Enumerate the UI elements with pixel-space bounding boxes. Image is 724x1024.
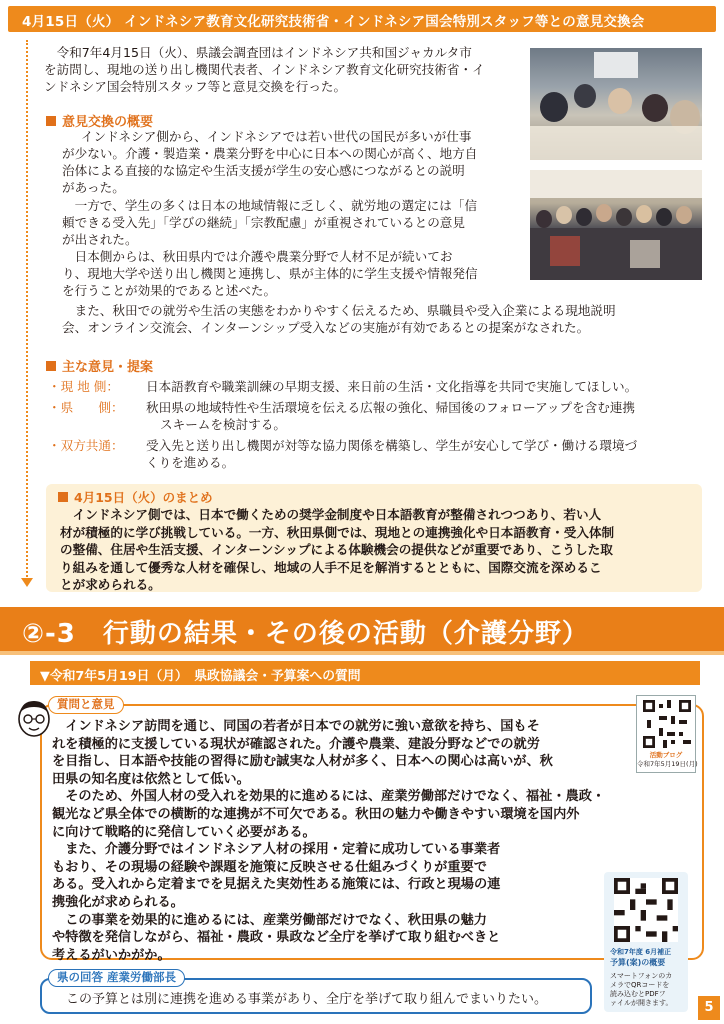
overview-block-3: 日本側からは、秋田県内では介護や農業分野で人材不足が続いてお り、現地大学や送り出し機関と連携し、県が主体的に学生支援や情報発信 を行うことが効果的であると述べた。: [62, 249, 478, 298]
square-bullet-icon: [46, 116, 56, 126]
overview-block-2: 一方で、学生の多くは日本の地域情報に乏しく、就労地の選定には「信 頼できる受入先」「学びの継続」「宗教配慮」が重視されているとの意見 が出された。: [62, 198, 478, 247]
overview-block-4: また、秋田での就労や生活の実態をわかりやすく伝えるため、県職員や受入企業による現地説明 会、オンライン交流会、インターンシップ受入などの実施が有効であるとの提案がなされた。: [62, 303, 616, 335]
answer-tag: 県の回答 産業労働部長: [48, 969, 185, 987]
qr-blog-card[interactable]: 活動ブログ 令和7年5月19日(月): [636, 695, 696, 773]
square-bullet-icon: [58, 492, 68, 502]
square-bullet-icon: [46, 361, 56, 371]
banner-stripe: [0, 651, 724, 655]
header-title: 4月15日（火） インドネシア教育文化研究技術省・インドネシア国会特別スタッフ等との意見交換会: [22, 14, 645, 30]
opinions-heading: 主な意見・提案: [46, 356, 153, 375]
page-number: 5: [698, 996, 720, 1020]
question-text: インドネシア訪問を通じ、同国の若者が日本での就労に強い意欲を持ち、国もそ れを積極的に支援している現状が確認された。介護や農業、建設分野などでの就労 を目指し、日本語や技能の習得に励む誠実な人材が多く、日本への関心は高いが、秋 田県の知名度は依然として低い。 そのため、外国人材の受入れを効果的に進めるには、産業労働部だけでなく、福祉・農政・ 観光など県全体での横断的な連携が不可欠である。秋田の魅力や働きやすい環境を国内外 に向けて戦略的に発信していく必要がある。 また、介護分野ではインドネシア人材の採用・定着に成功している事業者 もおり、その現場の経験や課題を施策に反映させる仕組みづくりが重要で ある。受入れから定着までを見据えた実効性ある施策には、行政と現場の連 携強化が求められる。 この事業を効果的に進めるには、産業労働部だけでなく、秋田県の魅力 や特徴を発信しながら、福祉・農政・県政など全庁を挙げて取り組むべきと 考えるがいかがか。: [52, 719, 606, 963]
summary-box: [46, 484, 702, 592]
qr-budget-card[interactable]: 令和7年度 6月補正 予算(案)の概要 スマートフォンのカ メラでQRコードを 読み込むとPDFフ ァイルが開きます。: [604, 872, 688, 1012]
guide-arrow-icon: [21, 578, 33, 587]
qr-code-icon[interactable]: [614, 878, 678, 942]
question-tag: 質問と意見: [48, 696, 124, 714]
summary-text: インドネシア側では、日本で働くための奨学金制度や日本語教育が整備されつつあり、若い人 材が積極的に学び挑戦している。一方、秋田県側では、現地との連携強化や日本語教育・受入体制 の整備、住居や生活支援、インターンシップによる体験機会の提供などが重要であり、こうした取 り組みを通して優秀な人材を確保し、地域の人手不足を解消するとともに、国際交流を深めるこ とが求められる。: [60, 507, 615, 592]
summary-heading: 4月15日（火）のまとめ: [58, 488, 213, 506]
guide-dotted-line: [26, 40, 28, 580]
meeting-photo: [530, 48, 702, 160]
qr-code-icon[interactable]: [643, 700, 691, 748]
overview-heading: 意見交換の概要: [46, 111, 153, 130]
section-title: ②-3 行動の結果・その後の活動（介護分野）: [22, 619, 589, 649]
answer-text: この予算とは別に連携を進める事業があり、全庁を挙げて取り組んでまいりたい。: [66, 992, 548, 1007]
intro-paragraph: 令和7年4月15日（火）、県議会調査団はインドネシア共和国ジャカルタ市 を訪問し、現地の送り出し機関代表者、インドネシア教育文化研究技術省・イ ンドネシア国会特別スタッフ等と意見交換を行った。: [44, 45, 485, 94]
group-photo: [530, 170, 702, 280]
subsection-title: ▼令和7年5月19日（月） 県政協議会・予算案への質問: [40, 669, 361, 684]
overview-block-1: インドネシア側から、インドネシアでは若い世代の国民が多いが仕事 が少ない。介護・製造業・農業分野を中心に日本への関心が高く、地方自 治体による直接的な協定や生活支援が学生の安心感につながるとの説明 があった。: [62, 129, 478, 195]
